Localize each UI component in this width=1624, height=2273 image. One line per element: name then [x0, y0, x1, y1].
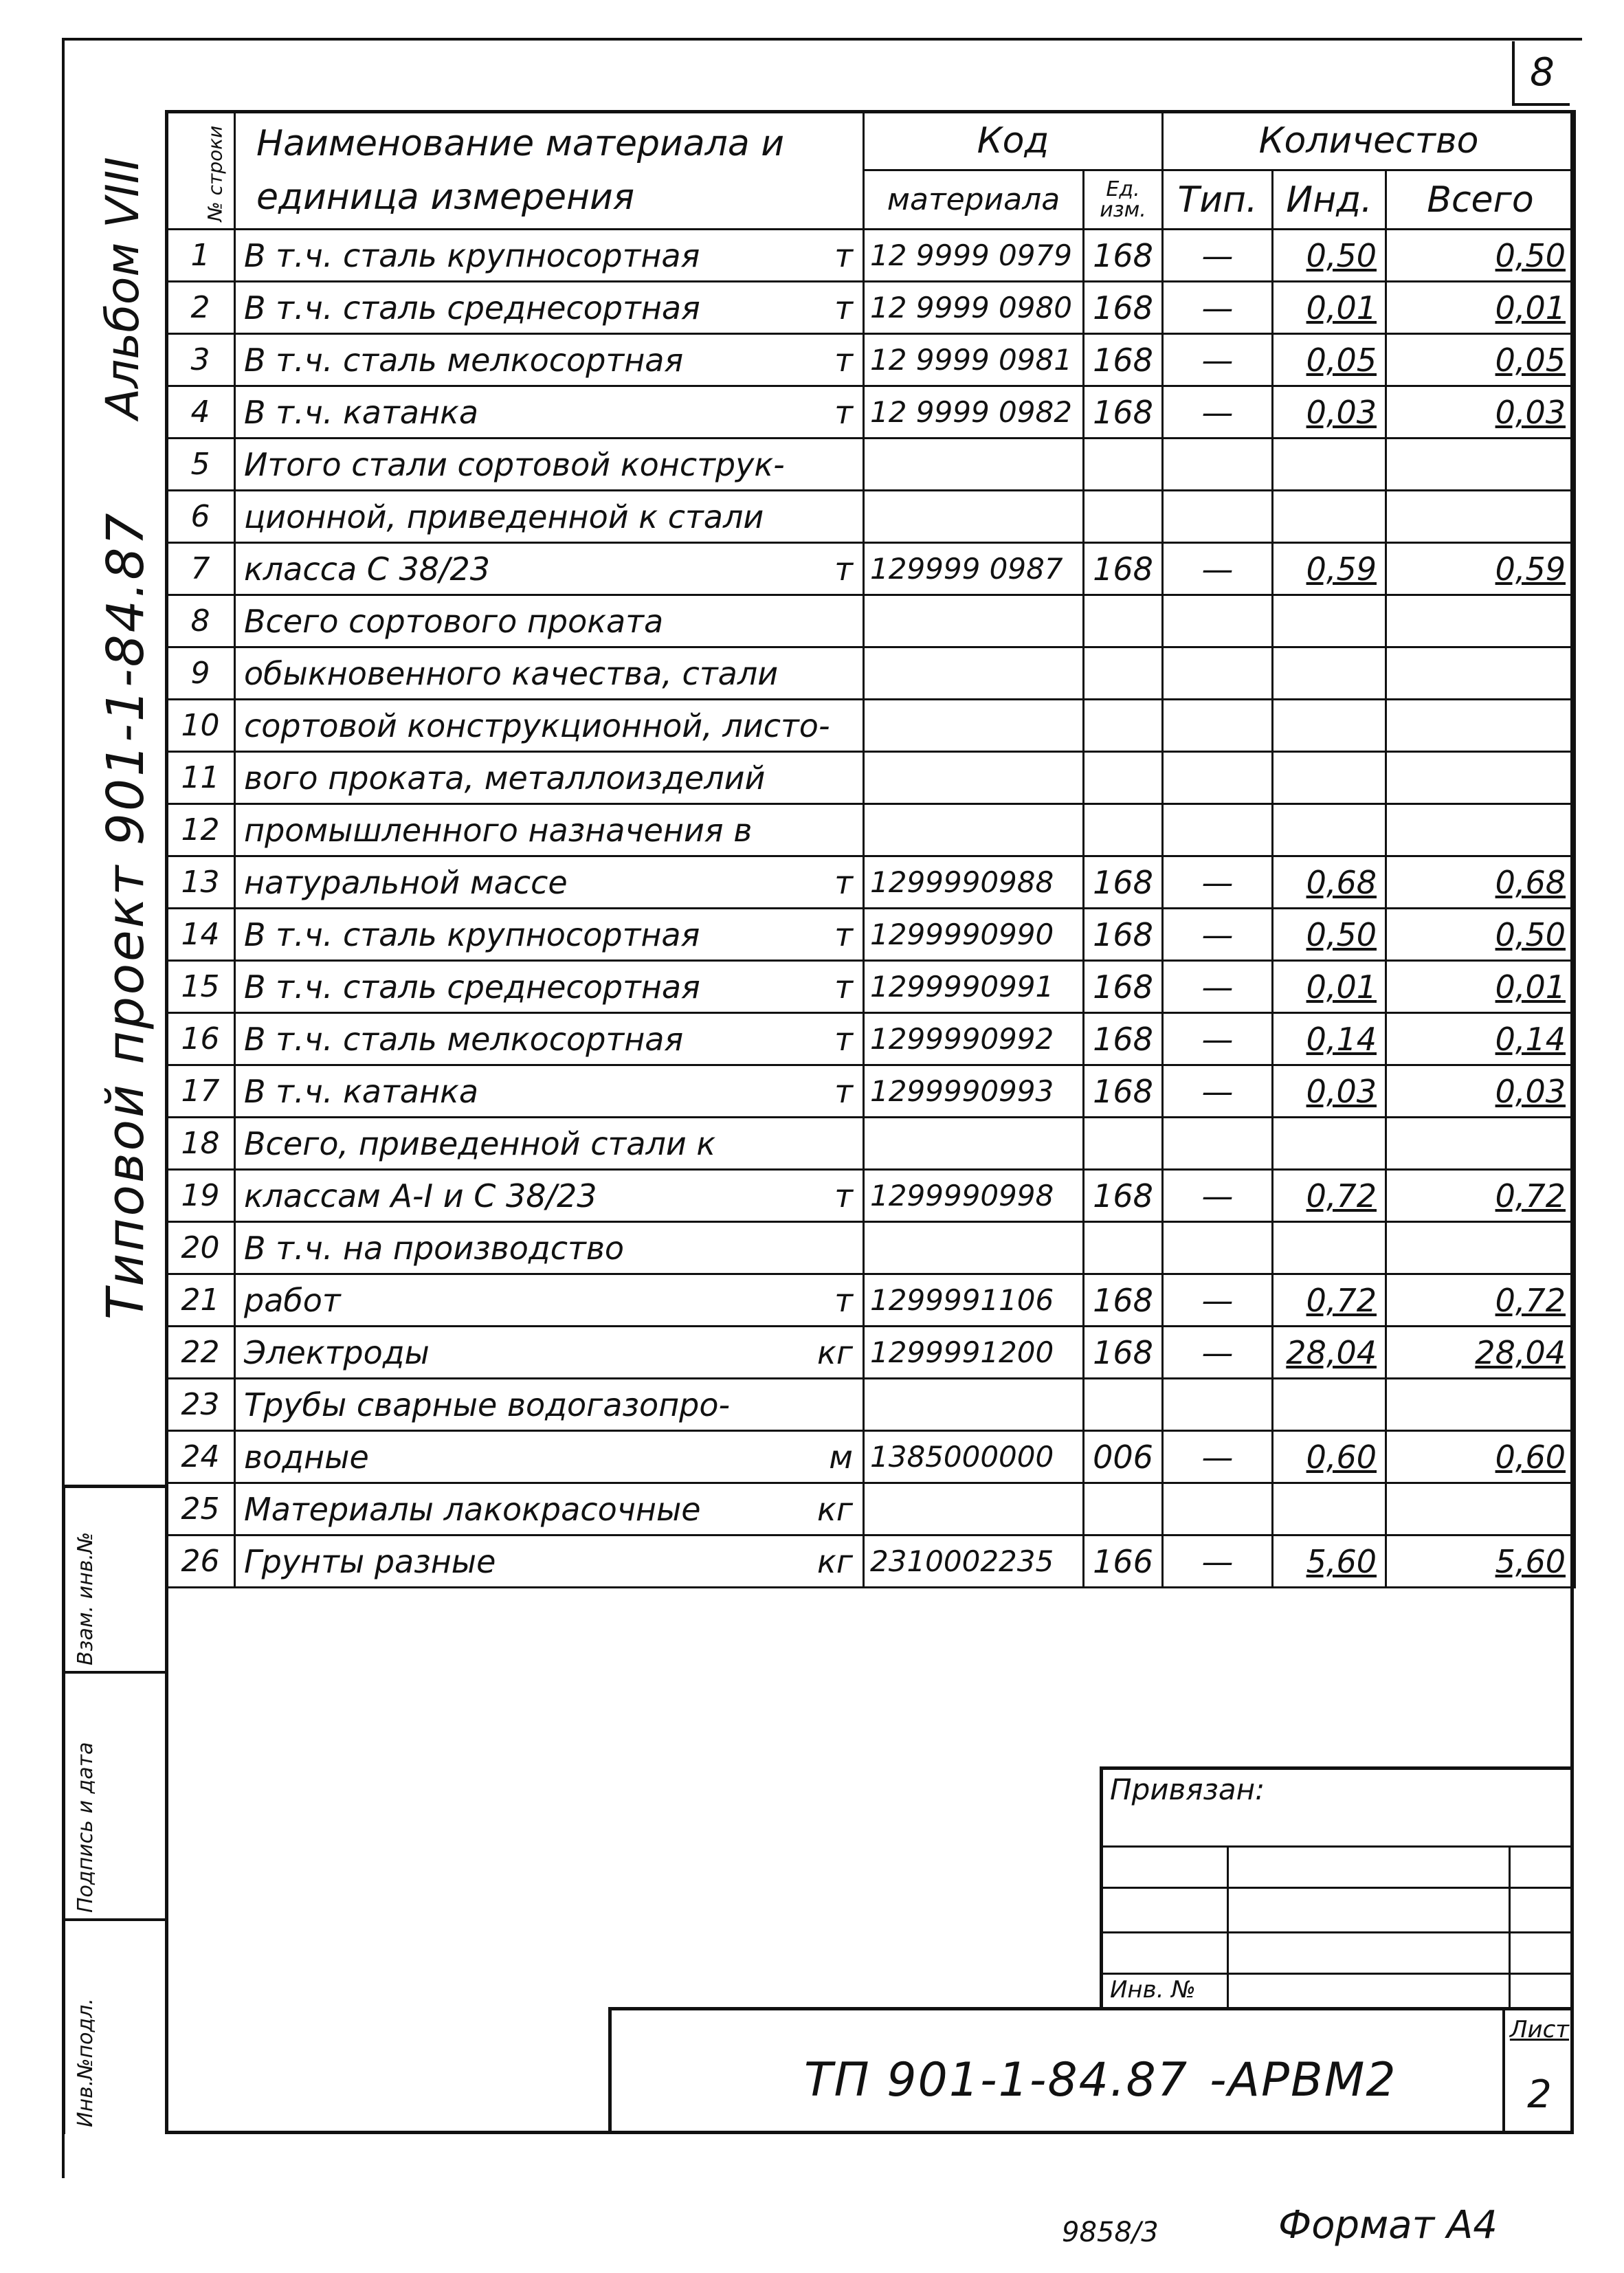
total-qty: 28,04	[1386, 1327, 1575, 1379]
unit-code	[1084, 804, 1163, 856]
ind-qty: 0,01	[1273, 282, 1386, 334]
unit-label: т	[834, 1020, 853, 1058]
material-name	[235, 856, 864, 909]
table-row	[166, 647, 1575, 700]
unit-code	[1084, 595, 1163, 647]
material-code	[864, 752, 1084, 804]
sign-date-label: Подпись и дата	[74, 1742, 98, 1913]
material-code: 1299991200	[864, 1327, 1084, 1379]
ind-header: Инд.	[1273, 170, 1386, 230]
ind-qty	[1273, 752, 1386, 804]
ind-qty: 0,72	[1273, 1274, 1386, 1327]
ind-qty: 0,03	[1273, 386, 1386, 439]
material-name	[235, 439, 864, 491]
table-row	[166, 595, 1575, 647]
qty-group-header: Количество	[1163, 111, 1575, 170]
binding-line	[1103, 1931, 1574, 1933]
sheet-number: 2	[1527, 2072, 1552, 2117]
table-row	[166, 752, 1575, 804]
material-name	[235, 334, 864, 386]
row-number: 6	[166, 491, 235, 543]
unit-label: т	[834, 236, 853, 274]
row-number: 11	[166, 752, 235, 804]
typ-qty	[1163, 491, 1273, 543]
unit-code	[1084, 1379, 1163, 1431]
project-label: Типовой проект 901-1-84.87	[96, 511, 155, 1320]
row-number: 18	[166, 1118, 235, 1170]
unit-label: т	[834, 1281, 853, 1319]
table-row	[166, 439, 1575, 491]
total-qty: 0,72	[1386, 1170, 1575, 1222]
typ-qty: —	[1163, 543, 1273, 595]
typ-qty	[1163, 1379, 1273, 1431]
material-name-text: ционной, приведенной к стали	[244, 498, 764, 535]
total-qty	[1386, 1222, 1575, 1274]
typ-qty: —	[1163, 856, 1273, 909]
table-row	[166, 334, 1575, 386]
table-row	[166, 909, 1575, 961]
total-qty	[1386, 595, 1575, 647]
total-qty	[1386, 700, 1575, 752]
unit-code: 006	[1084, 1431, 1163, 1483]
material-name-text: Материалы лакокрасочные	[244, 1490, 701, 1528]
binding-divider	[1227, 1845, 1229, 2010]
material-name	[235, 282, 864, 334]
material-name	[235, 386, 864, 439]
typ-qty	[1163, 804, 1273, 856]
material-name	[235, 1118, 864, 1170]
row-number: 20	[166, 1222, 235, 1274]
total-qty: 0,50	[1386, 909, 1575, 961]
total-qty: 0,03	[1386, 386, 1575, 439]
ind-qty: 0,05	[1273, 334, 1386, 386]
ind-qty: 0,68	[1273, 856, 1386, 909]
table-row	[166, 282, 1575, 334]
ind-qty: 0,14	[1273, 1013, 1386, 1065]
document-code: ТП 901-1-84.87	[804, 2053, 1189, 2107]
material-name-text: вого проката, металлоизделий	[244, 759, 766, 797]
unit-code: 168	[1084, 1013, 1163, 1065]
ind-qty: 0,60	[1273, 1431, 1386, 1483]
total-qty	[1386, 647, 1575, 700]
material-code: 1299990988	[864, 856, 1084, 909]
total-qty	[1386, 1118, 1575, 1170]
typ-qty: —	[1163, 1013, 1273, 1065]
unit-label: т	[834, 863, 853, 901]
orig-inv-cell	[65, 1921, 165, 2134]
material-code	[864, 1483, 1084, 1535]
row-number: 8	[166, 595, 235, 647]
typ-qty	[1163, 1118, 1273, 1170]
table-row	[166, 1013, 1575, 1065]
ind-qty	[1273, 1222, 1386, 1274]
unit-code	[1084, 491, 1163, 543]
row-number: 26	[166, 1535, 235, 1588]
total-header: Всего	[1386, 170, 1575, 230]
material-name-text: В т.ч. сталь крупносортная	[244, 916, 700, 953]
table-row	[166, 1483, 1575, 1535]
material-name-text: Всего, приведенной стали к	[244, 1124, 716, 1162]
inv-number-label: Инв. №	[1110, 1976, 1196, 2004]
unit-code: 168	[1084, 230, 1163, 282]
unit-label: т	[834, 968, 853, 1006]
typ-qty: —	[1163, 230, 1273, 282]
material-name	[235, 1274, 864, 1327]
ind-qty	[1273, 491, 1386, 543]
material-name-text: В т.ч. сталь мелкосортная	[244, 341, 684, 379]
material-name	[235, 1431, 864, 1483]
total-qty: 0,72	[1386, 1274, 1575, 1327]
typ-qty: —	[1163, 1535, 1273, 1588]
typ-qty: —	[1163, 282, 1273, 334]
table-row	[166, 1274, 1575, 1327]
material-code: 12 9999 0982	[864, 386, 1084, 439]
typ-qty	[1163, 595, 1273, 647]
unit-code: 168	[1084, 909, 1163, 961]
table-row	[166, 856, 1575, 909]
row-number: 9	[166, 647, 235, 700]
material-name-text: В т.ч. сталь мелкосортная	[244, 1020, 684, 1058]
ind-qty: 0,50	[1273, 909, 1386, 961]
material-code: 12 9999 0980	[864, 282, 1084, 334]
table-row	[166, 1170, 1575, 1222]
materials-table	[165, 110, 1576, 1588]
material-name	[235, 752, 864, 804]
material-name-text: В т.ч. на производство	[244, 1229, 625, 1267]
binding-box	[1100, 1766, 1574, 2010]
material-name-text: промышленного назначения в	[244, 811, 753, 849]
material-name	[235, 230, 864, 282]
material-code: 1299991106	[864, 1274, 1084, 1327]
unit-code: 168	[1084, 282, 1163, 334]
row-number: 24	[166, 1431, 235, 1483]
typ-qty	[1163, 439, 1273, 491]
typ-qty: —	[1163, 909, 1273, 961]
album-label: Альбом VIII	[96, 157, 149, 419]
typ-qty: —	[1163, 386, 1273, 439]
unit-header: Ед. изм.	[1084, 170, 1163, 230]
material-name	[235, 1065, 864, 1118]
unit-code	[1084, 1222, 1163, 1274]
material-name-text: В т.ч. сталь среднесортная	[244, 968, 700, 1006]
typ-qty: —	[1163, 1065, 1273, 1118]
binding-label: Привязан:	[1110, 1773, 1265, 1806]
total-qty	[1386, 1379, 1575, 1431]
unit-label: т	[834, 341, 853, 379]
material-name	[235, 1535, 864, 1588]
material-code	[864, 491, 1084, 543]
total-qty	[1386, 1483, 1575, 1535]
material-code	[864, 439, 1084, 491]
row-number: 15	[166, 961, 235, 1013]
table-row	[166, 1118, 1575, 1170]
title-block	[608, 2007, 1574, 2134]
row-number: 10	[166, 700, 235, 752]
unit-code: 168	[1084, 334, 1163, 386]
material-name	[235, 804, 864, 856]
unit-code: 168	[1084, 1065, 1163, 1118]
material-name-text: Электроды	[244, 1333, 430, 1371]
ind-qty	[1273, 1483, 1386, 1535]
approval-strip	[62, 1485, 165, 2134]
row-number-header: № строки	[166, 111, 235, 230]
typ-qty: —	[1163, 1327, 1273, 1379]
unit-label: т	[834, 1177, 853, 1215]
material-name	[235, 543, 864, 595]
table-row	[166, 1431, 1575, 1483]
ind-qty: 28,04	[1273, 1327, 1386, 1379]
unit-code: 168	[1084, 1170, 1163, 1222]
typ-qty	[1163, 752, 1273, 804]
total-qty: 0,03	[1386, 1065, 1575, 1118]
material-code	[864, 804, 1084, 856]
unit-label: кг	[817, 1490, 853, 1528]
typ-header: Тип.	[1163, 170, 1273, 230]
row-number: 17	[166, 1065, 235, 1118]
ind-qty: 0,72	[1273, 1170, 1386, 1222]
row-number: 19	[166, 1170, 235, 1222]
table-row	[166, 1222, 1575, 1274]
ind-qty: 0,50	[1273, 230, 1386, 282]
sheet-corner-number: 8	[1512, 41, 1570, 106]
row-number: 25	[166, 1483, 235, 1535]
row-number: 21	[166, 1274, 235, 1327]
unit-code: 166	[1084, 1535, 1163, 1588]
row-number: 13	[166, 856, 235, 909]
replace-inv-cell	[65, 1488, 165, 1674]
table-row	[166, 1379, 1575, 1431]
typ-qty	[1163, 647, 1273, 700]
typ-qty	[1163, 700, 1273, 752]
archive-number: 9858/3	[1062, 2217, 1159, 2248]
material-name	[235, 1222, 864, 1274]
unit-code: 168	[1084, 1327, 1163, 1379]
table-row	[166, 386, 1575, 439]
total-qty	[1386, 491, 1575, 543]
unit-code: 168	[1084, 961, 1163, 1013]
unit-label: т	[834, 393, 853, 431]
ind-qty	[1273, 647, 1386, 700]
row-number: 22	[166, 1327, 235, 1379]
material-code: 1299990993	[864, 1065, 1084, 1118]
material-code: 1299990991	[864, 961, 1084, 1013]
material-name	[235, 909, 864, 961]
material-name	[235, 647, 864, 700]
unit-label: кг	[817, 1333, 853, 1371]
binding-line	[1103, 1887, 1574, 1889]
typ-qty	[1163, 1483, 1273, 1535]
material-code: 12 9999 0981	[864, 334, 1084, 386]
material-code: 129999 0987	[864, 543, 1084, 595]
binding-divider	[1509, 1845, 1511, 2010]
material-code	[864, 595, 1084, 647]
total-qty	[1386, 752, 1575, 804]
table-row	[166, 543, 1575, 595]
material-name	[235, 700, 864, 752]
table-row	[166, 700, 1575, 752]
row-number: 14	[166, 909, 235, 961]
row-number: 23	[166, 1379, 235, 1431]
material-name	[235, 1170, 864, 1222]
ind-qty	[1273, 439, 1386, 491]
material-name-text: работ	[244, 1281, 341, 1319]
total-qty: 0,05	[1386, 334, 1575, 386]
material-code	[864, 1379, 1084, 1431]
row-number: 3	[166, 334, 235, 386]
unit-code	[1084, 647, 1163, 700]
row-number: 16	[166, 1013, 235, 1065]
table-row	[166, 1535, 1575, 1588]
total-qty: 0,01	[1386, 961, 1575, 1013]
table-row	[166, 230, 1575, 282]
format-label: Формат А4	[1278, 2203, 1498, 2248]
material-code	[864, 1222, 1084, 1274]
total-qty: 0,50	[1386, 230, 1575, 282]
code-group-header: Код	[864, 111, 1163, 170]
row-number: 4	[166, 386, 235, 439]
material-name-text: В т.ч. сталь крупносортная	[244, 236, 700, 274]
material-name-text: классам А-I и С 38/23	[244, 1177, 597, 1215]
sheet-box	[1502, 2010, 1574, 2134]
ind-qty	[1273, 595, 1386, 647]
material-name-text: В т.ч. катанка	[244, 1072, 479, 1110]
binding-line	[1103, 1845, 1574, 1848]
material-name	[235, 491, 864, 543]
row-number: 7	[166, 543, 235, 595]
material-name-text: сортовой конструкционной, листо-	[244, 707, 830, 744]
unit-code	[1084, 1118, 1163, 1170]
unit-code: 168	[1084, 856, 1163, 909]
total-qty: 0,01	[1386, 282, 1575, 334]
material-code	[864, 700, 1084, 752]
table-row	[166, 491, 1575, 543]
material-name-text: водные	[244, 1438, 369, 1476]
document-suffix: -АРВМ2	[1210, 2053, 1397, 2107]
table-row	[166, 1065, 1575, 1118]
table-row	[166, 961, 1575, 1013]
row-number: 5	[166, 439, 235, 491]
unit-code	[1084, 1483, 1163, 1535]
unit-code	[1084, 700, 1163, 752]
material-name	[235, 595, 864, 647]
ind-qty	[1273, 700, 1386, 752]
unit-code	[1084, 439, 1163, 491]
material-code: 1299990992	[864, 1013, 1084, 1065]
material-name-text: Всего сортового проката	[244, 602, 664, 640]
total-qty: 0,68	[1386, 856, 1575, 909]
binding-line	[1103, 1973, 1574, 1975]
material-name	[235, 1379, 864, 1431]
unit-code: 168	[1084, 543, 1163, 595]
ind-qty	[1273, 804, 1386, 856]
typ-qty: —	[1163, 1431, 1273, 1483]
ind-qty	[1273, 1379, 1386, 1431]
typ-qty: —	[1163, 961, 1273, 1013]
unit-label: т	[834, 550, 853, 588]
sign-date-cell	[65, 1674, 165, 1921]
total-qty: 0,14	[1386, 1013, 1575, 1065]
sheet-label: Лист	[1509, 2016, 1570, 2043]
typ-qty	[1163, 1222, 1273, 1274]
material-name-text: Трубы сварные водогазопро-	[244, 1386, 731, 1423]
unit-code: 168	[1084, 386, 1163, 439]
ind-qty: 0,03	[1273, 1065, 1386, 1118]
unit-label: м	[829, 1438, 853, 1476]
total-qty: 0,59	[1386, 543, 1575, 595]
material-code	[864, 1118, 1084, 1170]
replace-inv-label: Взам. инв.№	[74, 1531, 98, 1665]
material-code: 12 9999 0979	[864, 230, 1084, 282]
material-code: 1385000000	[864, 1431, 1084, 1483]
material-name-text: В т.ч. сталь среднесортная	[244, 289, 700, 326]
total-qty: 0,60	[1386, 1431, 1575, 1483]
total-qty: 5,60	[1386, 1535, 1575, 1588]
material-name-text: обыкновенного качества, стали	[244, 654, 779, 692]
row-number: 1	[166, 230, 235, 282]
unit-code: 168	[1084, 1274, 1163, 1327]
orig-inv-label: Инв.№подл.	[74, 1998, 98, 2127]
material-code: 1299990990	[864, 909, 1084, 961]
material-name	[235, 961, 864, 1013]
unit-label: т	[834, 289, 853, 326]
ind-qty: 5,60	[1273, 1535, 1386, 1588]
material-name	[235, 1327, 864, 1379]
table-row	[166, 804, 1575, 856]
name-header: Наименование материала и единица измерения	[235, 111, 864, 230]
ind-qty: 0,59	[1273, 543, 1386, 595]
typ-qty: —	[1163, 1274, 1273, 1327]
material-name-text: Грунты разные	[244, 1542, 496, 1580]
row-number: 2	[166, 282, 235, 334]
ind-qty	[1273, 1118, 1386, 1170]
material-name	[235, 1013, 864, 1065]
material-name-text: класса С 38/23	[244, 550, 491, 588]
material-name	[235, 1483, 864, 1535]
unit-label: т	[834, 916, 853, 953]
typ-qty: —	[1163, 334, 1273, 386]
material-name-text: Итого стали сортовой конструк-	[244, 445, 785, 483]
total-qty	[1386, 439, 1575, 491]
unit-code	[1084, 752, 1163, 804]
code-material-header: материала	[864, 170, 1084, 230]
ind-qty: 0,01	[1273, 961, 1386, 1013]
typ-qty: —	[1163, 1170, 1273, 1222]
table-row	[166, 1327, 1575, 1379]
row-number: 12	[166, 804, 235, 856]
unit-label: кг	[817, 1542, 853, 1580]
material-code	[864, 647, 1084, 700]
unit-label: т	[834, 1072, 853, 1110]
material-code: 2310002235	[864, 1535, 1084, 1588]
material-name-text: В т.ч. катанка	[244, 393, 479, 431]
material-name-text: натуральной массе	[244, 863, 568, 901]
material-code: 1299990998	[864, 1170, 1084, 1222]
total-qty	[1386, 804, 1575, 856]
